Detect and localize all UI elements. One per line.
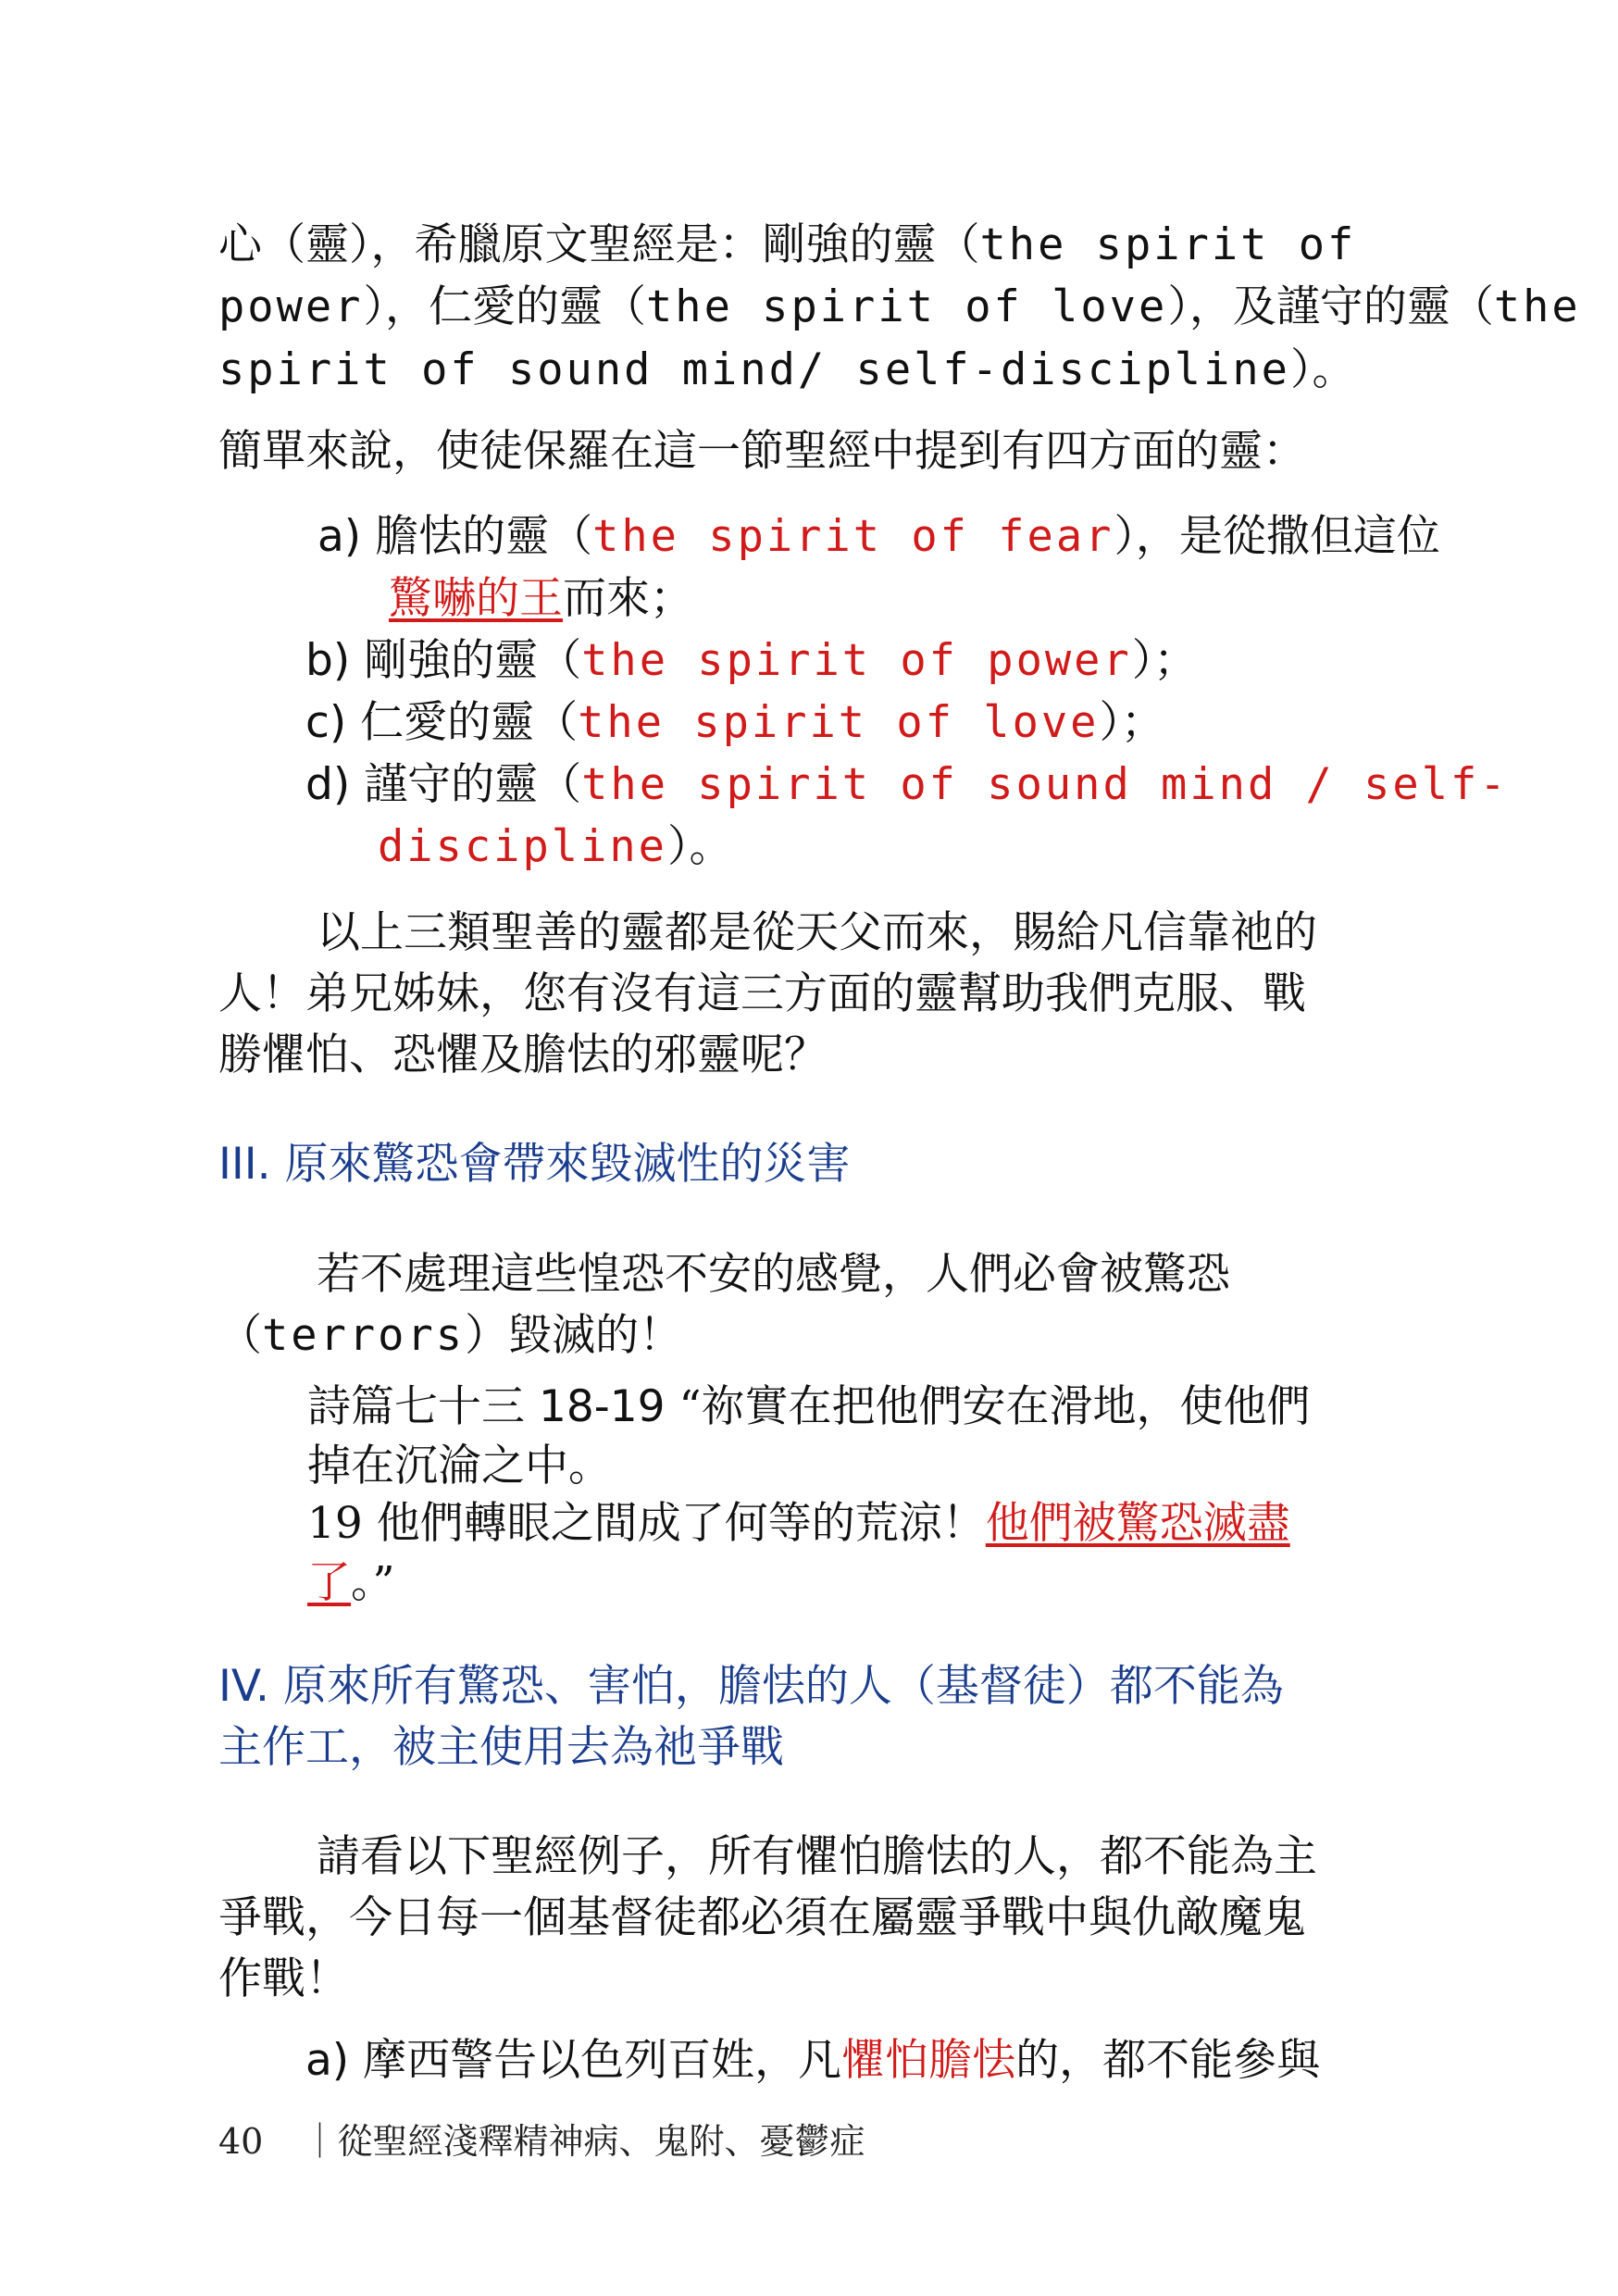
para1-line3: spirit of sound mind/ self-discipline）。 (218, 344, 1356, 395)
list-item-b: b) 剛強的靈（the spirit of power）； (305, 635, 1198, 686)
list-item-a: a) 膽怯的靈（the spirit of fear），是從撒但這位 (317, 511, 1440, 562)
heading-iv-line1: IV. 原來所有驚恐、害怕，膽怯的人（基督徒）都不能為 (218, 1661, 1284, 1712)
quote-line1: 詩篇七十三 18-19 “祢實在把他們安在滑地，使他們 (307, 1381, 1311, 1432)
list-item-d: d) 謹守的靈（the spirit of sound mind / self- (305, 759, 1509, 810)
terror-king-link[interactable]: 驚嚇的王 (389, 573, 563, 624)
para1-line1: 心（靈），希臘原文聖經是：剛強的靈（the spirit of (218, 219, 1357, 270)
para5-line2: 爭戰，今日每一個基督徒都必須在屬靈爭戰中與仇敵魔鬼 (218, 1892, 1306, 1943)
heading-iv-line2: 主作工，被主使用去為祂爭戰 (218, 1722, 784, 1773)
footer-separator: ｜ (302, 2121, 338, 2162)
para3-line3: 勝懼怕、恐懼及膽怯的邪靈呢？ (218, 1029, 828, 1080)
list-item-d-cont: discipline）。 (378, 821, 733, 872)
para3-line2: 人！弟兄姊妹，您有沒有這三方面的靈幫助我們克服、戰 (218, 968, 1306, 1019)
list-item-a-cont: 驚嚇的王而來； (389, 573, 693, 624)
page-footer (218, 2118, 865, 2165)
para5-line3: 作戰！ (218, 1953, 349, 2004)
list-item-c: c) 仁愛的靈（the spirit of love）； (305, 697, 1164, 748)
quote-line3: 19 他們轉眼之間成了何等的荒涼！他們被驚恐滅盡 (307, 1498, 1290, 1549)
para2: 簡單來說，使徒保羅在這一節聖經中提到有四方面的靈： (218, 426, 1306, 477)
heading-iii: III. 原來驚恐會帶來毀滅性的災害 (218, 1139, 851, 1190)
para4-line2: （terrors）毀滅的！ (218, 1310, 683, 1361)
para4-line1: 若不處理這些惶恐不安的感覺，人們必會被驚恐 (317, 1249, 1230, 1300)
book-title: 從聖經淺釋精神病、鬼附、憂鬱症 (337, 2121, 865, 2162)
page-number: 40 (218, 2121, 264, 2162)
para3-line1: 以上三類聖善的靈都是從天父而來，賜給凡信靠祂的 (317, 907, 1317, 958)
para1-line2: power），仁愛的靈（the spirit of love），及謹守的靈（the (218, 281, 1581, 332)
para5-line1: 請看以下聖經例子，所有懼怕膽怯的人，都不能為主 (317, 1831, 1317, 1882)
quote-line4: 了。” (307, 1557, 395, 1608)
para6: a) 摩西警告以色列百姓，凡懼怕膽怯的，都不能參與 (305, 2035, 1321, 2086)
quote-line2: 掉在沉淪之中。 (307, 1441, 612, 1491)
